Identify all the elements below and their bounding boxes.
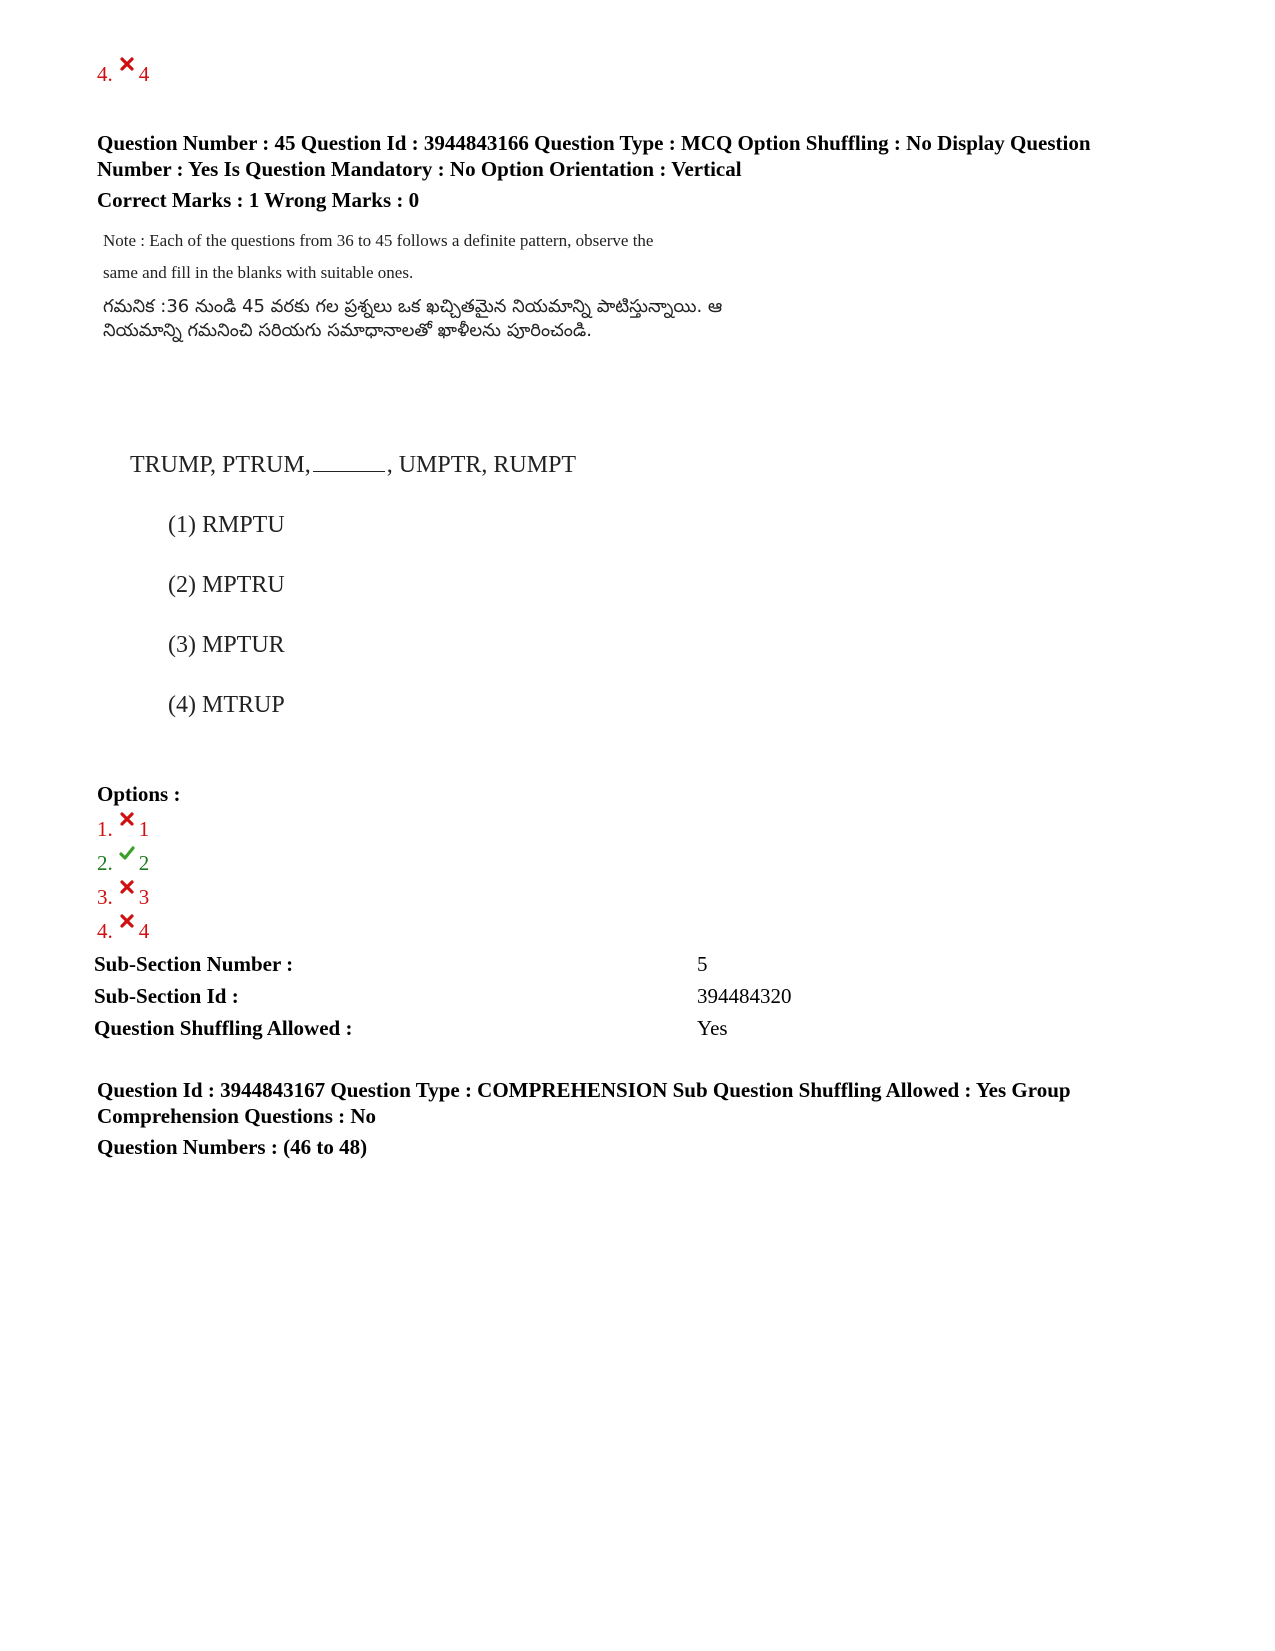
- cross-icon: [119, 879, 135, 895]
- comprehension-header-line1: Question Id : 3944843167 Question Type : COMPREHENSION Sub Question Shuffling Allowed : Yes Group: [97, 1078, 1071, 1102]
- cross-icon: [119, 811, 135, 827]
- option-number: 1.: [97, 817, 113, 841]
- subsection-id-value: 394484320: [697, 984, 792, 1008]
- question-header-line2: Number : Yes Is Question Mandatory : No Option Orientation : Vertical: [97, 157, 742, 181]
- subsection-id-label: Sub-Section Id :: [94, 984, 239, 1008]
- option-value: 3: [138, 885, 150, 909]
- option-2: [97, 851, 149, 875]
- letter-series: [130, 452, 576, 479]
- prev-option-4: [97, 62, 149, 86]
- note-telugu: గమనిక :36 నుండి 45 వరకు గల ప్రశ్నలు ఒక ఖచ్చితమైన నియమాన్ని పాటిస్తున్నాయి. ఆ నియమాన్ని గమనించి సరియగు సమాధానాలతో ఖాళీలను పూరించండి.: [103, 296, 723, 341]
- option-number: 4.: [97, 919, 113, 943]
- series-part1: TRUMP, PTRUM,: [130, 452, 311, 478]
- question-numbers: Question Numbers : (46 to 48): [97, 1135, 368, 1159]
- option-3: [97, 885, 149, 909]
- question-image: [103, 225, 783, 343]
- cross-icon: [119, 56, 135, 72]
- subsection-number-value: 5: [697, 952, 708, 976]
- options-label: Options :: [97, 782, 181, 806]
- choice-3: (3) MPTUR: [168, 632, 285, 658]
- option-1: [97, 817, 149, 841]
- option-value: 1: [138, 817, 150, 841]
- comprehension-header: [97, 1077, 1207, 1129]
- cross-icon: [119, 913, 135, 929]
- question-shuffling-value: Yes: [697, 1016, 728, 1040]
- comprehension-header-line2: Comprehension Questions : No: [97, 1104, 377, 1128]
- note-english-line2: same and fill in the blanks with suitable ones.: [103, 263, 414, 282]
- choice-4: (4) MTRUP: [168, 692, 285, 718]
- option-value: 2: [138, 851, 150, 875]
- series-blank: [313, 455, 385, 472]
- question-marks: Correct Marks : 1 Wrong Marks : 0: [97, 188, 420, 212]
- option-number: 2.: [97, 851, 113, 875]
- subsection-number-label: Sub-Section Number :: [94, 952, 294, 976]
- question-header-line1: Question Number : 45 Question Id : 3944843166 Question Type : MCQ Option Shuffling : No Display Question: [97, 131, 1091, 155]
- question-header: [97, 130, 1207, 182]
- choice-2: (2) MPTRU: [168, 572, 285, 598]
- option-number: 4.: [97, 62, 113, 86]
- option-value: 4: [138, 62, 150, 86]
- series-part2: , UMPTR, RUMPT: [386, 452, 577, 478]
- option-value: 4: [138, 919, 150, 943]
- question-shuffling-label: Question Shuffling Allowed :: [94, 1016, 353, 1040]
- choice-1: (1) RMPTU: [168, 512, 285, 538]
- option-4: [97, 919, 149, 943]
- checkmark-icon: [119, 845, 135, 861]
- option-number: 3.: [97, 885, 113, 909]
- note-english-line1: Note : Each of the questions from 36 to 45 follows a definite pattern, observe the: [103, 231, 654, 250]
